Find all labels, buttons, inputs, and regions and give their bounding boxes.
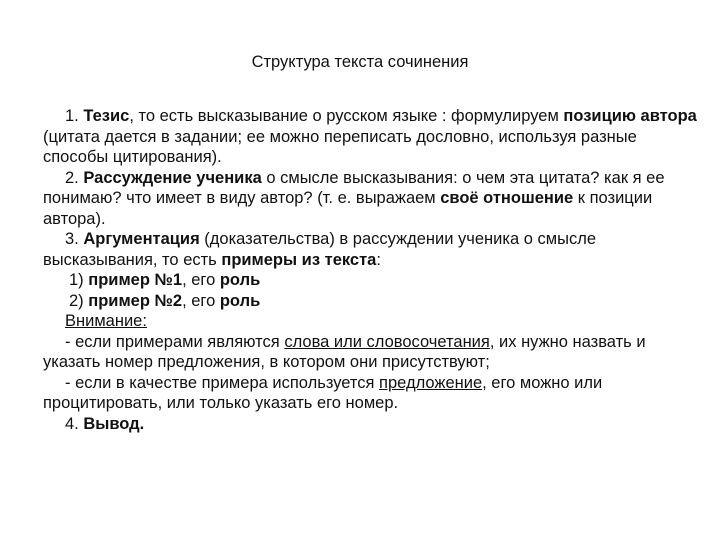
reasoning-paragraph — [43, 168, 703, 230]
thesis-text-2: (цитата дается в задании; ее можно переписать дословно, используя разные способы цитирования). — [43, 127, 637, 166]
conclusion-number: 4. — [65, 414, 84, 433]
argumentation-term: Аргументация — [83, 230, 200, 248]
argumentation-text-1: (доказательства) в рассуждении ученика о смысле высказывания, то есть — [43, 230, 596, 269]
reasoning-own-attitude: своё отношение — [440, 189, 574, 207]
example-2-role: роль — [219, 291, 261, 310]
title-rest: текста сочинения — [329, 53, 469, 71]
example-item — [43, 270, 703, 291]
example-item — [43, 291, 703, 312]
example-2-label: пример №2 — [88, 291, 183, 310]
page-title — [0, 52, 720, 72]
conclusion-term: Вывод. — [83, 414, 145, 433]
attention-item-2-pre: - если в качестве примера используется — [65, 373, 380, 392]
argumentation-examples-term: примеры из текста — [221, 250, 377, 269]
reasoning-term: Рассуждение ученика — [83, 168, 262, 187]
thesis-text-1: , то есть высказывание о русском языке : формулируем — [129, 107, 564, 125]
example-1-label: пример №1 — [88, 271, 183, 289]
attention-item-words — [43, 332, 703, 373]
document-body — [43, 106, 703, 434]
reasoning-text-2: к позиции автора). — [43, 189, 653, 228]
thesis-author-position: позицию автора — [563, 107, 697, 125]
argumentation-number: 3. — [65, 230, 84, 248]
argumentation-paragraph — [43, 229, 703, 270]
reasoning-text-1: о смысле высказывания: о чем эта цитата? как я ее понимаю? что имеет в виду автор? (т. е. выражаем — [43, 168, 665, 207]
thesis-paragraph — [43, 106, 703, 168]
example-1-role: роль — [219, 271, 261, 289]
attention-item-sentence — [43, 373, 703, 414]
attention-item-2-post: , его можно или процитировать, или только указать его номер. — [43, 373, 603, 412]
example-2-number: 2) — [69, 291, 89, 310]
attention-heading — [43, 311, 703, 332]
title-main-word: Структура — [251, 53, 330, 71]
argumentation-text-2: : — [376, 250, 381, 269]
attention-item-1-underlined: слова или словосочетания — [284, 332, 490, 351]
attention-item-2-underlined: предложение — [379, 373, 483, 392]
conclusion-paragraph — [43, 414, 703, 435]
attention-label: Внимание: — [65, 312, 147, 330]
example-1-sep: , его — [182, 271, 220, 289]
attention-item-1-pre: - если примерами являются — [65, 332, 285, 351]
example-2-sep: , его — [182, 291, 220, 310]
thesis-number: 1. — [65, 107, 84, 125]
example-1-number: 1) — [69, 271, 89, 289]
thesis-term: Тезис — [83, 107, 130, 125]
attention-item-1-post: , их нужно назвать и указать номер предложения, в котором они присутствуют; — [43, 332, 646, 371]
reasoning-number: 2. — [65, 168, 84, 187]
